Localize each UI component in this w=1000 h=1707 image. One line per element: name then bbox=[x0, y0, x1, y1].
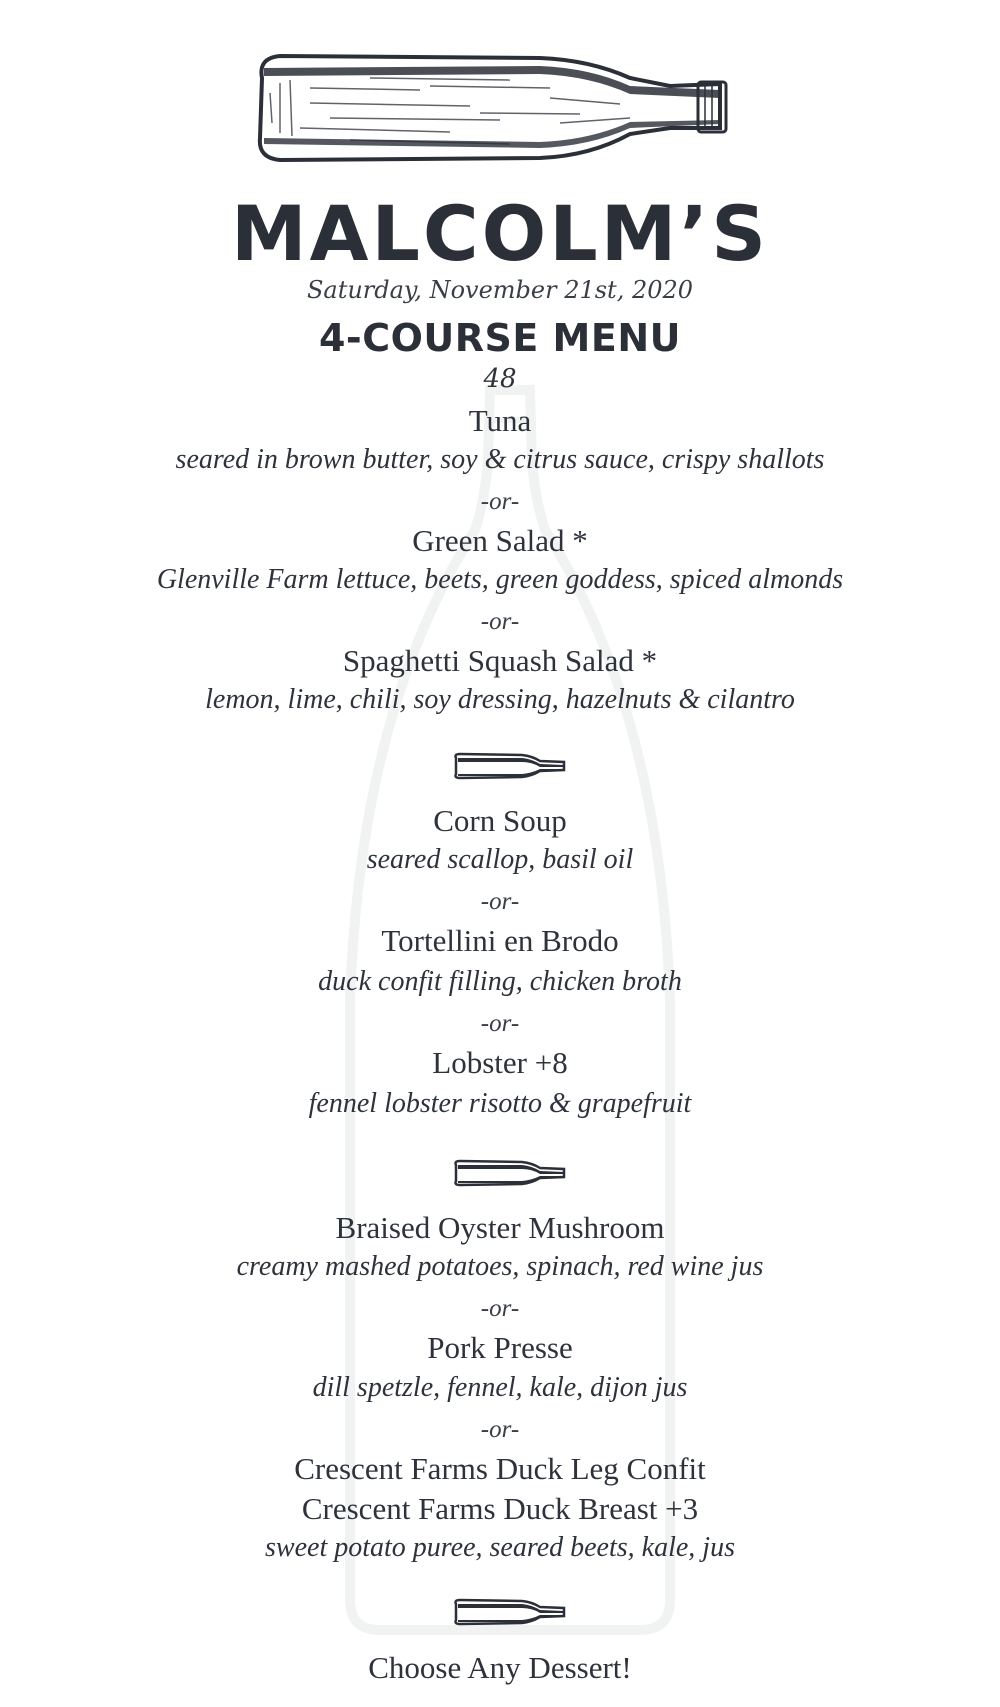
course1-item-desc: Glenville Farm lettuce, beets, green goddess, spiced almonds bbox=[156, 564, 844, 595]
dessert-item: Choose Any Dessert! bbox=[368, 1650, 632, 1685]
or-separator: -or- bbox=[480, 1295, 520, 1322]
course3-item-desc: sweet potato puree, seared beets, kale, jus bbox=[265, 1532, 735, 1563]
course3-item-desc: creamy mashed potatoes, spinach, red wine jus bbox=[236, 1251, 764, 1282]
bottle-divider-icon bbox=[452, 750, 572, 782]
menu-title: 4-COURSE MENU bbox=[318, 316, 681, 360]
course1-item-name: Green Salad * bbox=[412, 523, 588, 558]
course2-item-name: Lobster +8 bbox=[432, 1045, 568, 1080]
menu-price: 48 bbox=[483, 364, 517, 394]
course2-item-name: Tortellini en Brodo bbox=[381, 923, 619, 958]
or-separator: -or- bbox=[480, 488, 520, 515]
course1-item-name: Spaghetti Squash Salad * bbox=[342, 643, 658, 678]
bottle-divider-icon bbox=[452, 1157, 572, 1189]
bottle-divider-icon bbox=[452, 1596, 572, 1628]
course3-item-desc: dill spetzle, fennel, kale, dijon jus bbox=[312, 1372, 688, 1403]
course2-item-desc: fennel lobster risotto & grapefruit bbox=[308, 1088, 692, 1119]
course2-item-name: Corn Soup bbox=[433, 803, 567, 838]
or-separator: -or- bbox=[480, 888, 520, 915]
course3-item-name: Crescent Farms Duck Leg Confit bbox=[294, 1451, 706, 1486]
course1-item-desc: seared in brown butter, soy & citrus sauce, crispy shallots bbox=[175, 444, 825, 475]
course3-item-name: Pork Presse bbox=[427, 1330, 573, 1365]
restaurant-name: MALCOLM’S bbox=[231, 189, 769, 278]
course1-item-name: Tuna bbox=[468, 403, 532, 438]
course2-item-desc: duck confit filling, chicken broth bbox=[318, 966, 682, 997]
or-separator: -or- bbox=[480, 1010, 520, 1037]
or-separator: -or- bbox=[480, 608, 520, 635]
bottle-illustration-icon bbox=[250, 48, 750, 168]
or-separator: -or- bbox=[480, 1416, 520, 1443]
course1-item-desc: lemon, lime, chili, soy dressing, hazelnuts & cilantro bbox=[205, 684, 795, 715]
course3-item-name-alt: Crescent Farms Duck Breast +3 bbox=[301, 1491, 699, 1526]
course2-item-desc: seared scallop, basil oil bbox=[366, 844, 634, 875]
course3-item-name: Braised Oyster Mushroom bbox=[335, 1210, 665, 1245]
menu-date: Saturday, November 21st, 2020 bbox=[306, 276, 694, 304]
